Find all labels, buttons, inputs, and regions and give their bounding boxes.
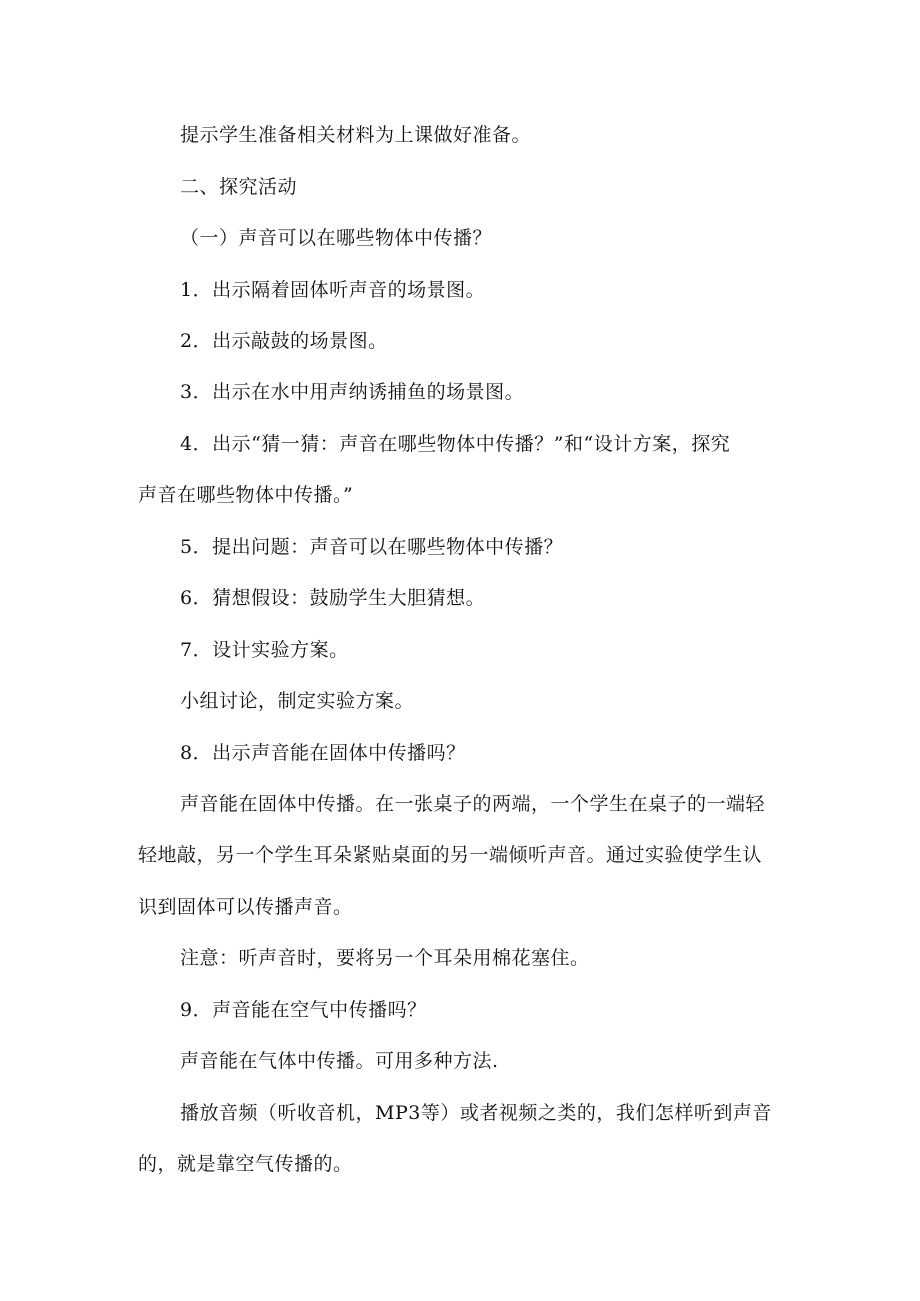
paragraph-note: 注意：听声音时，要将另一个耳朵用棉花塞住。 <box>180 947 590 969</box>
list-item-4-continued: 声音在哪些物体中传播。” <box>138 484 354 506</box>
paragraph-gas: 声音能在气体中传播。可用多种方法. <box>180 1050 499 1072</box>
paragraph-solid-line-3: 识到固体可以传播声音。 <box>138 896 353 918</box>
list-item-4: 4．出示“猜一猜：声音在哪些物体中传播？”和“设计方案，探究 <box>180 433 731 455</box>
list-item-8: 8．出示声音能在固体中传播吗？ <box>180 742 466 764</box>
paragraph-group-discussion: 小组讨论，制定实验方案。 <box>180 690 415 712</box>
paragraph-prep-materials: 提示学生准备相关材料为上课做好准备。 <box>180 124 532 146</box>
paragraph-audio-line-1: 播放音频（听收音机，MP3等）或者视频之类的，我们怎样听到声音 <box>180 1102 772 1124</box>
subsection-heading-1: （一）声音可以在哪些物体中传播？ <box>180 227 493 249</box>
paragraph-solid-line-1: 声音能在固体中传播。在一张桌子的两端，一个学生在桌子的一端轻 <box>180 793 766 815</box>
list-item-9: 9．声音能在空气中传播吗？ <box>180 999 427 1021</box>
list-item-3: 3．出示在水中用声纳诱捕鱼的场景图。 <box>180 381 525 403</box>
list-item-5: 5．提出问题：声音可以在哪些物体中传播？ <box>180 536 564 558</box>
list-item-6: 6．猜想假设：鼓励学生大胆猜想。 <box>180 587 486 609</box>
section-heading-inquiry: 二、探究活动 <box>180 176 298 198</box>
paragraph-audio-line-2: 的，就是靠空气传播的。 <box>138 1153 353 1175</box>
list-item-7: 7．设计实验方案。 <box>180 639 349 661</box>
list-item-1: 1．出示隔着固体听声音的场景图。 <box>180 279 486 301</box>
list-item-2: 2．出示敲鼓的场景图。 <box>180 330 388 352</box>
paragraph-solid-line-2: 轻地敲，另一个学生耳朵紧贴桌面的另一端倾听声音。通过实验使学生认 <box>138 844 763 866</box>
